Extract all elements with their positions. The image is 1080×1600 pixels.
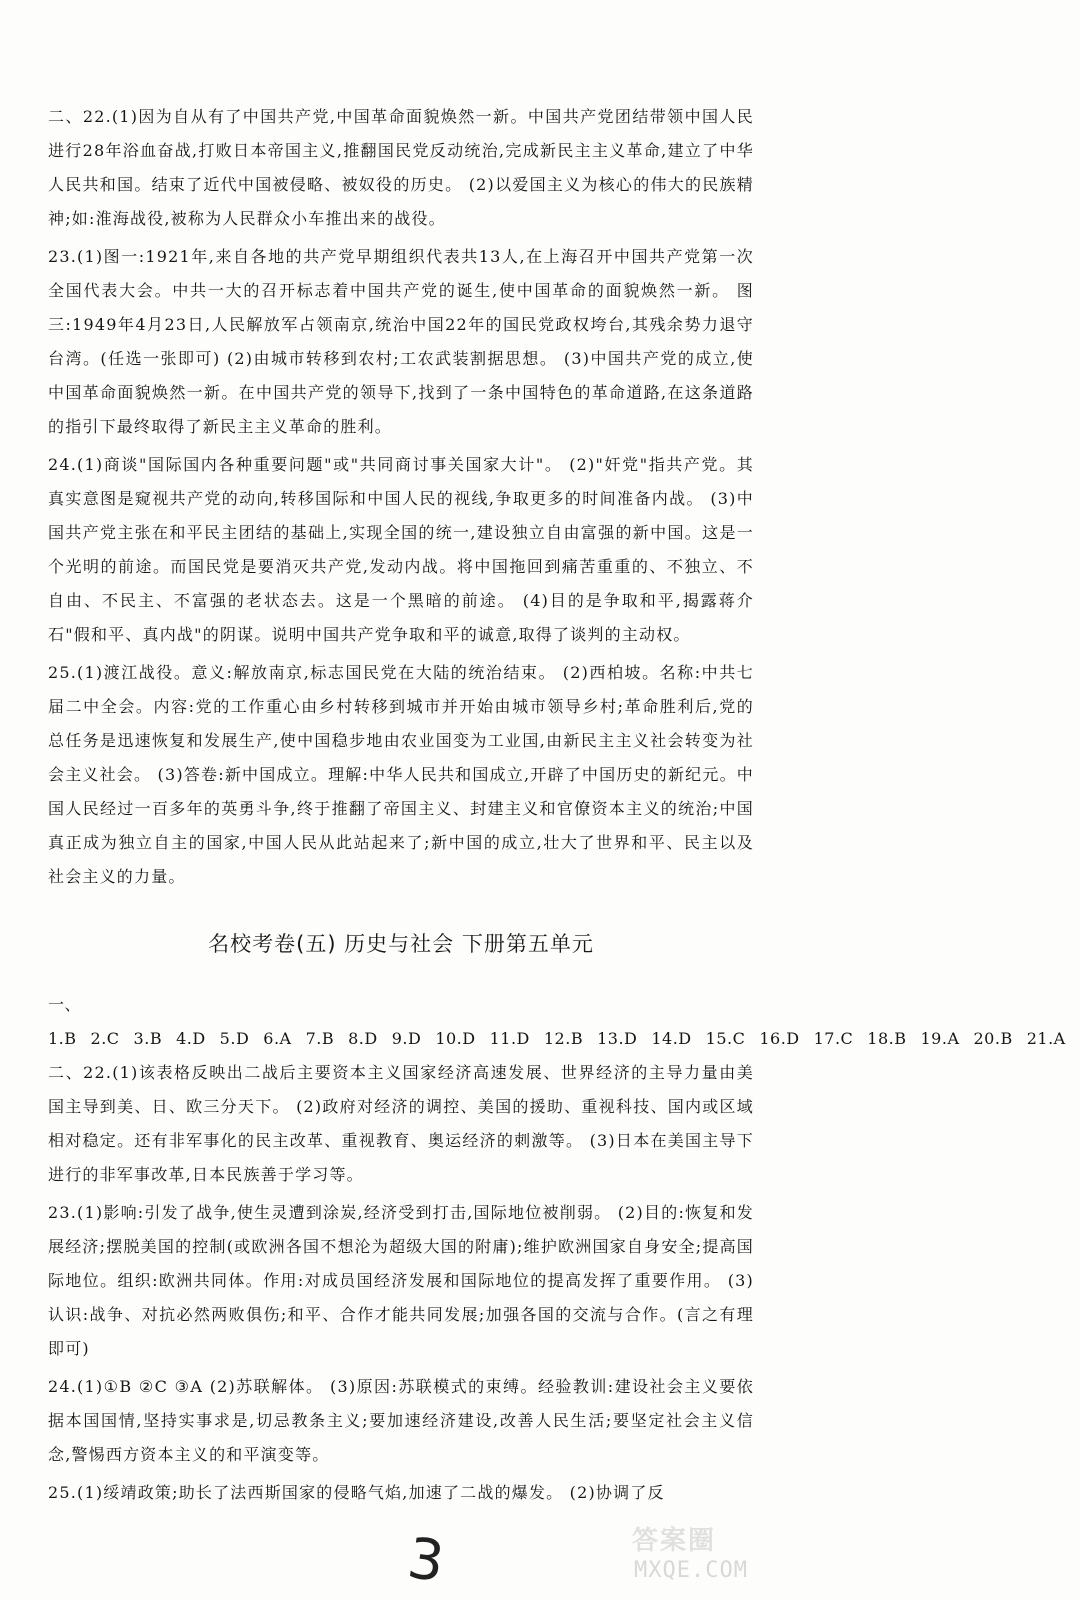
s1-q24: 24.(1)商谈"国际国内各种重要问题"或"共同商讨事关国家大计"。 (2)"奸党"指共产党。其真实意图是窥视共产党的动向,转移国际和中国人民的视线,争取更多的时间准备内战。 (3)中国共产党主张在和平民主团结的基础上,实现全国的统一,建设独立自由富强的新中国。这是一个光明的前途。而国民党是要消灭共产党,发动内战。将中国拖回到痛苦重重的、不独立、不自由、不民主、不富强的老状态去。这是一个黑暗的前途。 (4)目的是争取和平,揭露蒋介石"假和平、真内战"的阴谋。说明中国共产党争取和平的诚意,取得了谈判的主动权。 <box>48 455 754 644</box>
mc-answer: 19.A <box>920 1029 960 1048</box>
s2-q22: 二、22.(1)该表格反映出二战后主要资本主义国家经济高速发展、世界经济的主导力量由美国主导到美、日、欧三分天下。 (2)政府对经济的调控、美国的援助、重视科技、国内或区域相对稳定。还有非军事化的民主改革、重视教育、奥运经济的刺激等。 (3)日本在美国主导下进行的非军事改革,日本民族善于学习等。 <box>48 1063 754 1184</box>
watermark-logo-text: 答案圈 <box>632 1526 717 1556</box>
mc-answer-list <box>48 1029 1080 1048</box>
site-watermark <box>632 1520 782 1590</box>
mc-answer: 1.B <box>48 1029 77 1048</box>
mc-answer: 7.B <box>305 1029 335 1048</box>
mc-answer: 20.B <box>973 1029 1013 1048</box>
mc-answer: 11.D <box>489 1029 530 1048</box>
mc-answer: 6.A <box>263 1029 292 1048</box>
mc-answer: 4.D <box>176 1029 206 1048</box>
mc-answer: 15.C <box>705 1029 746 1048</box>
mc-answer: 21.A <box>1026 1029 1066 1048</box>
multiple-choice-answers <box>48 988 1066 1056</box>
s1-q25: 25.(1)渡江战役。意义:解放南京,标志国民党在大陆的统治结束。 (2)西柏坡。名称:中共七届二中全会。内容:党的工作重心由乡村转移到城市并开始由城市领导乡村;革命胜利后,党的总任务是迅速恢复和发展生产,使中国稳步地由农业国变为工业国,由新民主主义社会转变为社会主义社会。 (3)答卷:新中国成立。理解:中华人民共和国成立,开辟了中国历史的新纪元。中国人民经过一百多年的英勇斗争,终于推翻了帝国主义、封建主义和官僚资本主义的统治;中国真正成为独立自主的国家,中国人民从此站起来了;新中国的成立,壮大了世界和平、民主以及社会主义的力量。 <box>48 663 754 886</box>
mc-answer: 3.B <box>133 1029 163 1048</box>
mc-answer: 17.C <box>813 1029 854 1048</box>
mc-answer: 10.D <box>435 1029 476 1048</box>
mc-answer: 18.B <box>867 1029 907 1048</box>
s2-q23: 23.(1)影响:引发了战争,使生灵遭到涂炭,经济受到打击,国际地位被削弱。 (2)目的:恢复和发展经济;摆脱美国的控制(或欧洲各国不想沦为超级大国的附庸);维护欧洲国家自身安全;提高国际地位。组织:欧洲共同体。作用:对成员国经济发展和国际地位的提高发挥了重要作用。 (3)认识:战争、对抗必然两败俱伤;和平、合作才能共同发展;加强各国的交流与合作。(言之有理即可) <box>48 1203 754 1358</box>
mc-answer: 12.B <box>543 1029 584 1048</box>
mc-answer: 13.D <box>597 1029 638 1048</box>
handwritten-page-mark: 3 <box>403 1525 448 1596</box>
s1-q22: 二、22.(1)因为自从有了中国共产党,中国革命面貌焕然一新。中国共产党团结带领中国人民进行28年浴血奋战,打败日本帝国主义,推翻国民党反动统治,完成新民主主义革命,建立了中华人民共和国。结束了近代中国被侵略、被奴役的历史。 (2)以爱国主义为核心的伟大的民族精神;如:淮海战役,被称为人民群众小车推出来的战役。 <box>48 107 754 228</box>
mc-answer: 16.D <box>759 1029 800 1048</box>
unit-heading: 名校考卷(五) 历史与社会 下册第五单元 <box>208 932 594 956</box>
mc-answer: 14.D <box>651 1029 692 1048</box>
answer-page <box>48 100 1066 1514</box>
mc-answer: 8.D <box>348 1029 378 1048</box>
mc-answer: 2.C <box>90 1029 120 1048</box>
mc-answer: 9.D <box>391 1029 422 1048</box>
s2-q24: 24.(1)①B ②C ③A (2)苏联解体。 (3)原因:苏联模式的束缚。经验教训:建设社会主义要依据本国国情,坚持实事求是,切忌教条主义;要加速经济建设,改善人民生活;要坚定社会主义信念,警惕西方资本主义的和平演变等。 <box>48 1377 754 1464</box>
mc-prefix: 一、 <box>48 995 82 1014</box>
watermark-url: MXQE.COM <box>634 1558 748 1583</box>
s1-q23: 23.(1)图一:1921年,来自各地的共产党早期组织代表共13人,在上海召开中国共产党第一次全国代表大会。中共一大的召开标志着中国共产党的诞生,使中国革命的面貌焕然一新。 图三:1949年4月23日,人民解放军占领南京,统治中国22年的国民党政权垮台,其残余势力退守台湾。(任选一张即可) (2)由城市转移到农村;工农武装割据思想。 (3)中国共产党的成立,使中国革命面貌焕然一新。在中国共产党的领导下,找到了一条中国特色的革命道路,在这条道路的指引下最终取得了新民主主义革命的胜利。 <box>48 247 754 436</box>
mc-answer: 5.D <box>219 1029 250 1048</box>
s2-q25: 25.(1)绥靖政策;助长了法西斯国家的侵略气焰,加速了二战的爆发。 (2)协调了反 <box>48 1483 665 1502</box>
